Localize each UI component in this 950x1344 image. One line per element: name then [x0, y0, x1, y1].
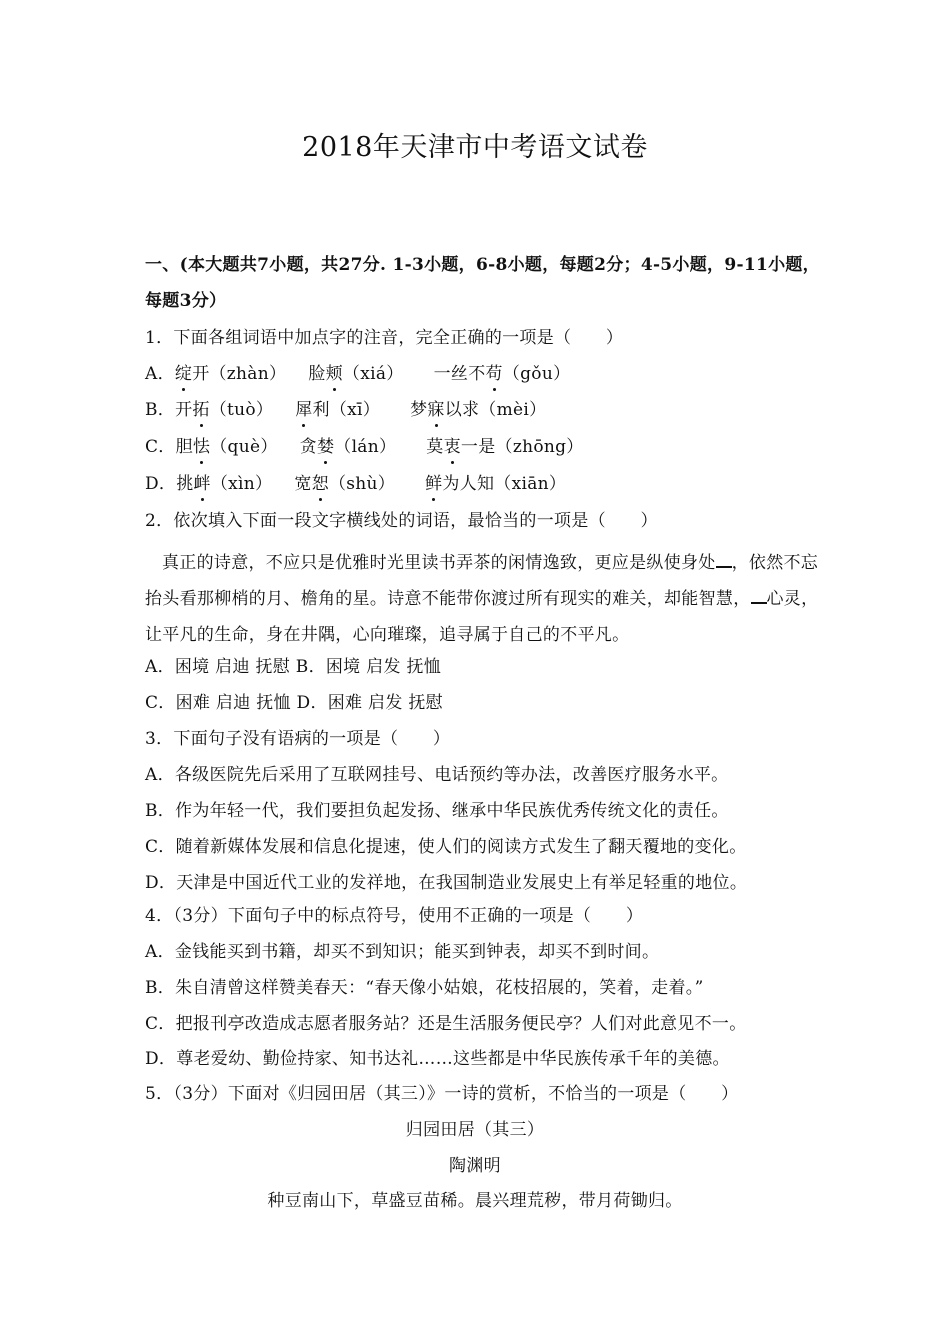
- question-4-option-d: D．尊老爱幼、勤俭持家、知书达礼……这些都是中华民族传承千年的美德。: [145, 1049, 730, 1069]
- question-2-options-cd: C．困难 启迪 抚恤 D．困难 启发 抚慰: [145, 693, 443, 713]
- phrase: 一丝不苟（gǒu）: [433, 364, 571, 384]
- question-4-option-b: B．朱自清曾这样赞美春天：“春天像小姑娘，花枝招展的，笑着，走着。”: [145, 978, 704, 998]
- phrase: 开拓（tuò）: [175, 400, 274, 420]
- question-4-option-a: A．金钱能买到书籍，却买不到知识；能买到钟表，却买不到时间。: [145, 942, 660, 962]
- question-1-option-a: [145, 362, 825, 386]
- poem-line: 种豆南山下，草盛豆苗稀。晨兴理荒秽，带月荷锄归。: [267, 1191, 683, 1211]
- phrase: 莫衷一是（zhōng）: [426, 437, 584, 457]
- phrase: 宽恕（shù）: [294, 474, 396, 494]
- question-3-option-b: B．作为年轻一代，我们要担负起发扬、继承中华民族优秀传统文化的责任。: [145, 801, 729, 821]
- question-5-stem: 5．（3分）下面对《归园田居（其三）》一诗的赏析，不恰当的一项是（ ）: [145, 1084, 739, 1104]
- option-label: B．: [145, 400, 176, 420]
- question-1-option-d: [145, 472, 825, 496]
- option-label: D．: [145, 474, 177, 494]
- question-3-option-a: A．各级医院先后采用了互联网挂号、电话预约等办法，改善医疗服务水平。: [145, 765, 729, 785]
- fill-blank: [751, 586, 767, 604]
- question-1-stem: 1．下面各组词语中加点字的注音，完全正确的一项是（ ）: [145, 328, 624, 348]
- phrase: 鲜为人知（xiān）: [425, 474, 567, 494]
- question-1-option-b: [145, 398, 825, 422]
- question-2-stem: 2．依次填入下面一段文字横线处的词语，最恰当的一项是（ ）: [145, 511, 658, 531]
- question-4-stem: 4．（3分）下面句子中的标点符号，使用不正确的一项是（ ）: [145, 906, 644, 926]
- phrase: 绽开（zhàn）: [174, 364, 287, 384]
- question-3-stem: 3．下面句子没有语病的一项是（ ）: [145, 729, 451, 749]
- phrase: 梦寐以求（mèi）: [410, 400, 547, 420]
- question-3-option-c: C．随着新媒体发展和信息化提速，使人们的阅读方式发生了翻天覆地的变化。: [145, 837, 747, 857]
- phrase: 脸颊（xiá）: [308, 364, 404, 384]
- fill-blank: [716, 550, 732, 568]
- phrase: 贪婪（lán）: [299, 437, 397, 457]
- section-heading: 一、(本大题共7小题，共27分. 1-3小题，6-8小题，每题2分；4-5小题，9-11小题，: [145, 255, 820, 275]
- poem-author: 陶渊明: [449, 1156, 501, 1176]
- page-title: 2018年天津市中考语文试卷: [302, 132, 648, 163]
- section-heading-continued: 每题3分）: [145, 291, 227, 311]
- question-2-passage: 真正的诗意，不应只是优雅时光里读书弄茶的闲情逸致，更应是纵使身处 ，依然不忘抬头看那柳梢的月、檐角的星。诗意不能带你渡过所有现实的难关，却能智慧， 心灵，让平凡的生命，身在井隅，心向璀璨，追寻属于自己的不平凡。: [145, 545, 825, 653]
- phrase: 胆怯（què）: [175, 437, 278, 457]
- question-2-options-ab: A．困境 启迪 抚慰 B．困境 启发 抚恤: [145, 657, 442, 677]
- phrase: 挑衅（xìn）: [176, 474, 273, 494]
- question-4-option-c: C．把报刊亭改造成志愿者服务站？还是生活服务便民亭？人们对此意见不一。: [145, 1014, 747, 1034]
- poem-title: 归园田居（其三）: [405, 1120, 545, 1140]
- option-label: A．: [145, 364, 175, 384]
- option-label: C．: [145, 437, 176, 457]
- question-3-option-d: D．天津是中国近代工业的发祥地，在我国制造业发展史上有举足轻重的地位。: [145, 873, 748, 893]
- question-1-option-c: [145, 435, 825, 459]
- phrase: 犀利（xī）: [295, 400, 381, 420]
